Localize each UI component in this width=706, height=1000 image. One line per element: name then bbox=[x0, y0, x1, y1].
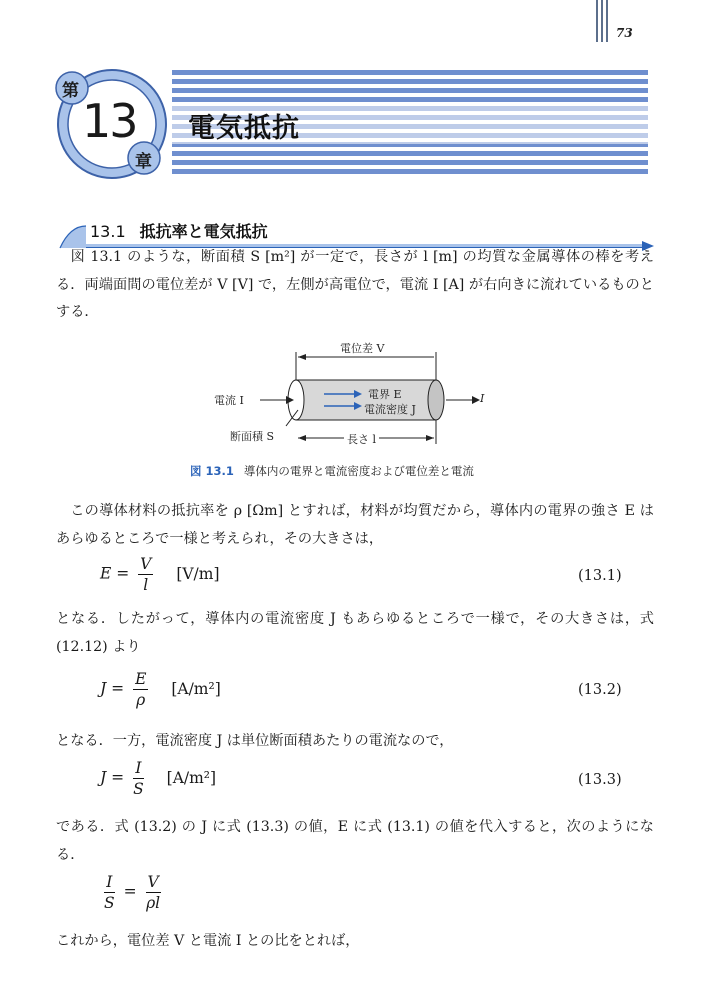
figure-label-area: 断面積 S bbox=[230, 430, 275, 443]
paragraph-1 bbox=[56, 244, 654, 327]
chapter-suffix: 章 bbox=[135, 152, 152, 172]
equation-13-2-lhs: J = bbox=[100, 679, 125, 698]
figure-label-length: 長さ l bbox=[344, 431, 379, 447]
section-number: 13.1 bbox=[90, 222, 126, 241]
equation-substituted-left-numerator: I bbox=[104, 872, 115, 893]
paragraph-5-text: である．式 (13.2) の J に式 (13.3) の値，E に式 (13.1) の値を代入すると，次のようになる． bbox=[56, 819, 654, 863]
figure-label-density: 電流密度 J bbox=[364, 403, 416, 416]
equation-substituted-left-denominator: S bbox=[104, 894, 115, 912]
figure-label-field: 電界 E bbox=[368, 388, 402, 401]
equation-13-1-tag: (13.1) bbox=[578, 568, 622, 584]
equation-13-2 bbox=[100, 669, 221, 710]
figure-caption bbox=[190, 463, 474, 479]
chapter-number: 13 bbox=[82, 94, 137, 148]
equation-13-2-numerator: E bbox=[135, 670, 147, 688]
figure-caption-text: 導体内の電界と電流密度および電位差と電流 bbox=[243, 464, 474, 478]
equation-13-2-fraction bbox=[133, 669, 148, 710]
equation-substituted-equals: = bbox=[123, 882, 137, 901]
chapter-prefix: 第 bbox=[62, 81, 79, 101]
equation-13-3-tag: (13.3) bbox=[578, 772, 622, 788]
paragraph-1-text: 図 13.1 のような，断面積 S [m²] が一定で，長さが l [m] の均質な金属導体の棒を考える．両端面間の電位差が V [V] で，左側が高電位で，電流 I [A] が右向きに流れているものとする． bbox=[56, 249, 654, 320]
figure-label-potential: 電位差 V bbox=[340, 342, 385, 355]
equation-substituted bbox=[100, 872, 165, 913]
chapter-title: 電気抵抗 bbox=[188, 113, 300, 144]
equation-13-2-unit: [A/m²] bbox=[171, 679, 221, 698]
equation-13-3-lhs: J = bbox=[100, 768, 125, 787]
equation-13-3-fraction bbox=[133, 758, 144, 799]
paragraph-3-text: となる．したがって，導体内の電流密度 J もあらゆるところで一様で，その大きさは，式 (12.12) より bbox=[56, 611, 654, 655]
paragraph-6-text: これから，電位差 V と電流 I との比をとれば， bbox=[56, 933, 360, 949]
equation-substituted-right-numerator: V bbox=[147, 873, 159, 891]
paragraph-5 bbox=[56, 814, 654, 869]
equation-13-3-unit: [A/m²] bbox=[166, 768, 217, 787]
figure-label-current-in: 電流 I bbox=[214, 394, 244, 407]
equation-13-2-denominator: ρ bbox=[136, 691, 146, 709]
equation-13-1-lhs: E = bbox=[100, 564, 130, 583]
paragraph-6 bbox=[56, 928, 654, 956]
equation-13-3 bbox=[100, 758, 216, 799]
equation-13-1-unit: [V/m] bbox=[176, 564, 220, 583]
equation-13-1 bbox=[100, 554, 220, 595]
section-title: 抵抗率と電気抵抗 bbox=[139, 222, 268, 241]
equation-substituted-right-denominator: ρl bbox=[146, 894, 161, 912]
equation-substituted-right-fraction bbox=[146, 872, 161, 913]
figure-label-current-out: I bbox=[480, 392, 485, 405]
equation-13-1-numerator: V bbox=[140, 555, 152, 573]
paragraph-3 bbox=[56, 606, 654, 661]
equation-13-3-denominator: S bbox=[133, 780, 144, 798]
paragraph-2-text: この導体材料の抵抗率を ρ [Ωm] とすれば，材料が均質だから，導体内の電界の強さ E はあらゆるところで一様と考えられ，その大きさは， bbox=[56, 503, 654, 547]
equation-substituted-left-fraction bbox=[104, 872, 115, 913]
paragraph-4-text: となる．一方，電流密度 J は単位断面積あたりの電流なので， bbox=[56, 733, 454, 749]
equation-13-3-numerator: I bbox=[133, 758, 144, 779]
paragraph-4 bbox=[56, 728, 654, 756]
page-number: 73 bbox=[616, 26, 633, 40]
equation-13-1-denominator: l bbox=[143, 576, 149, 594]
equation-13-1-fraction bbox=[138, 554, 153, 595]
thumb-tab bbox=[596, 0, 610, 42]
paragraph-2 bbox=[56, 498, 654, 553]
section-heading bbox=[90, 219, 268, 242]
figure-caption-label: 図 13.1 bbox=[190, 464, 234, 478]
equation-13-2-tag: (13.2) bbox=[578, 682, 622, 698]
